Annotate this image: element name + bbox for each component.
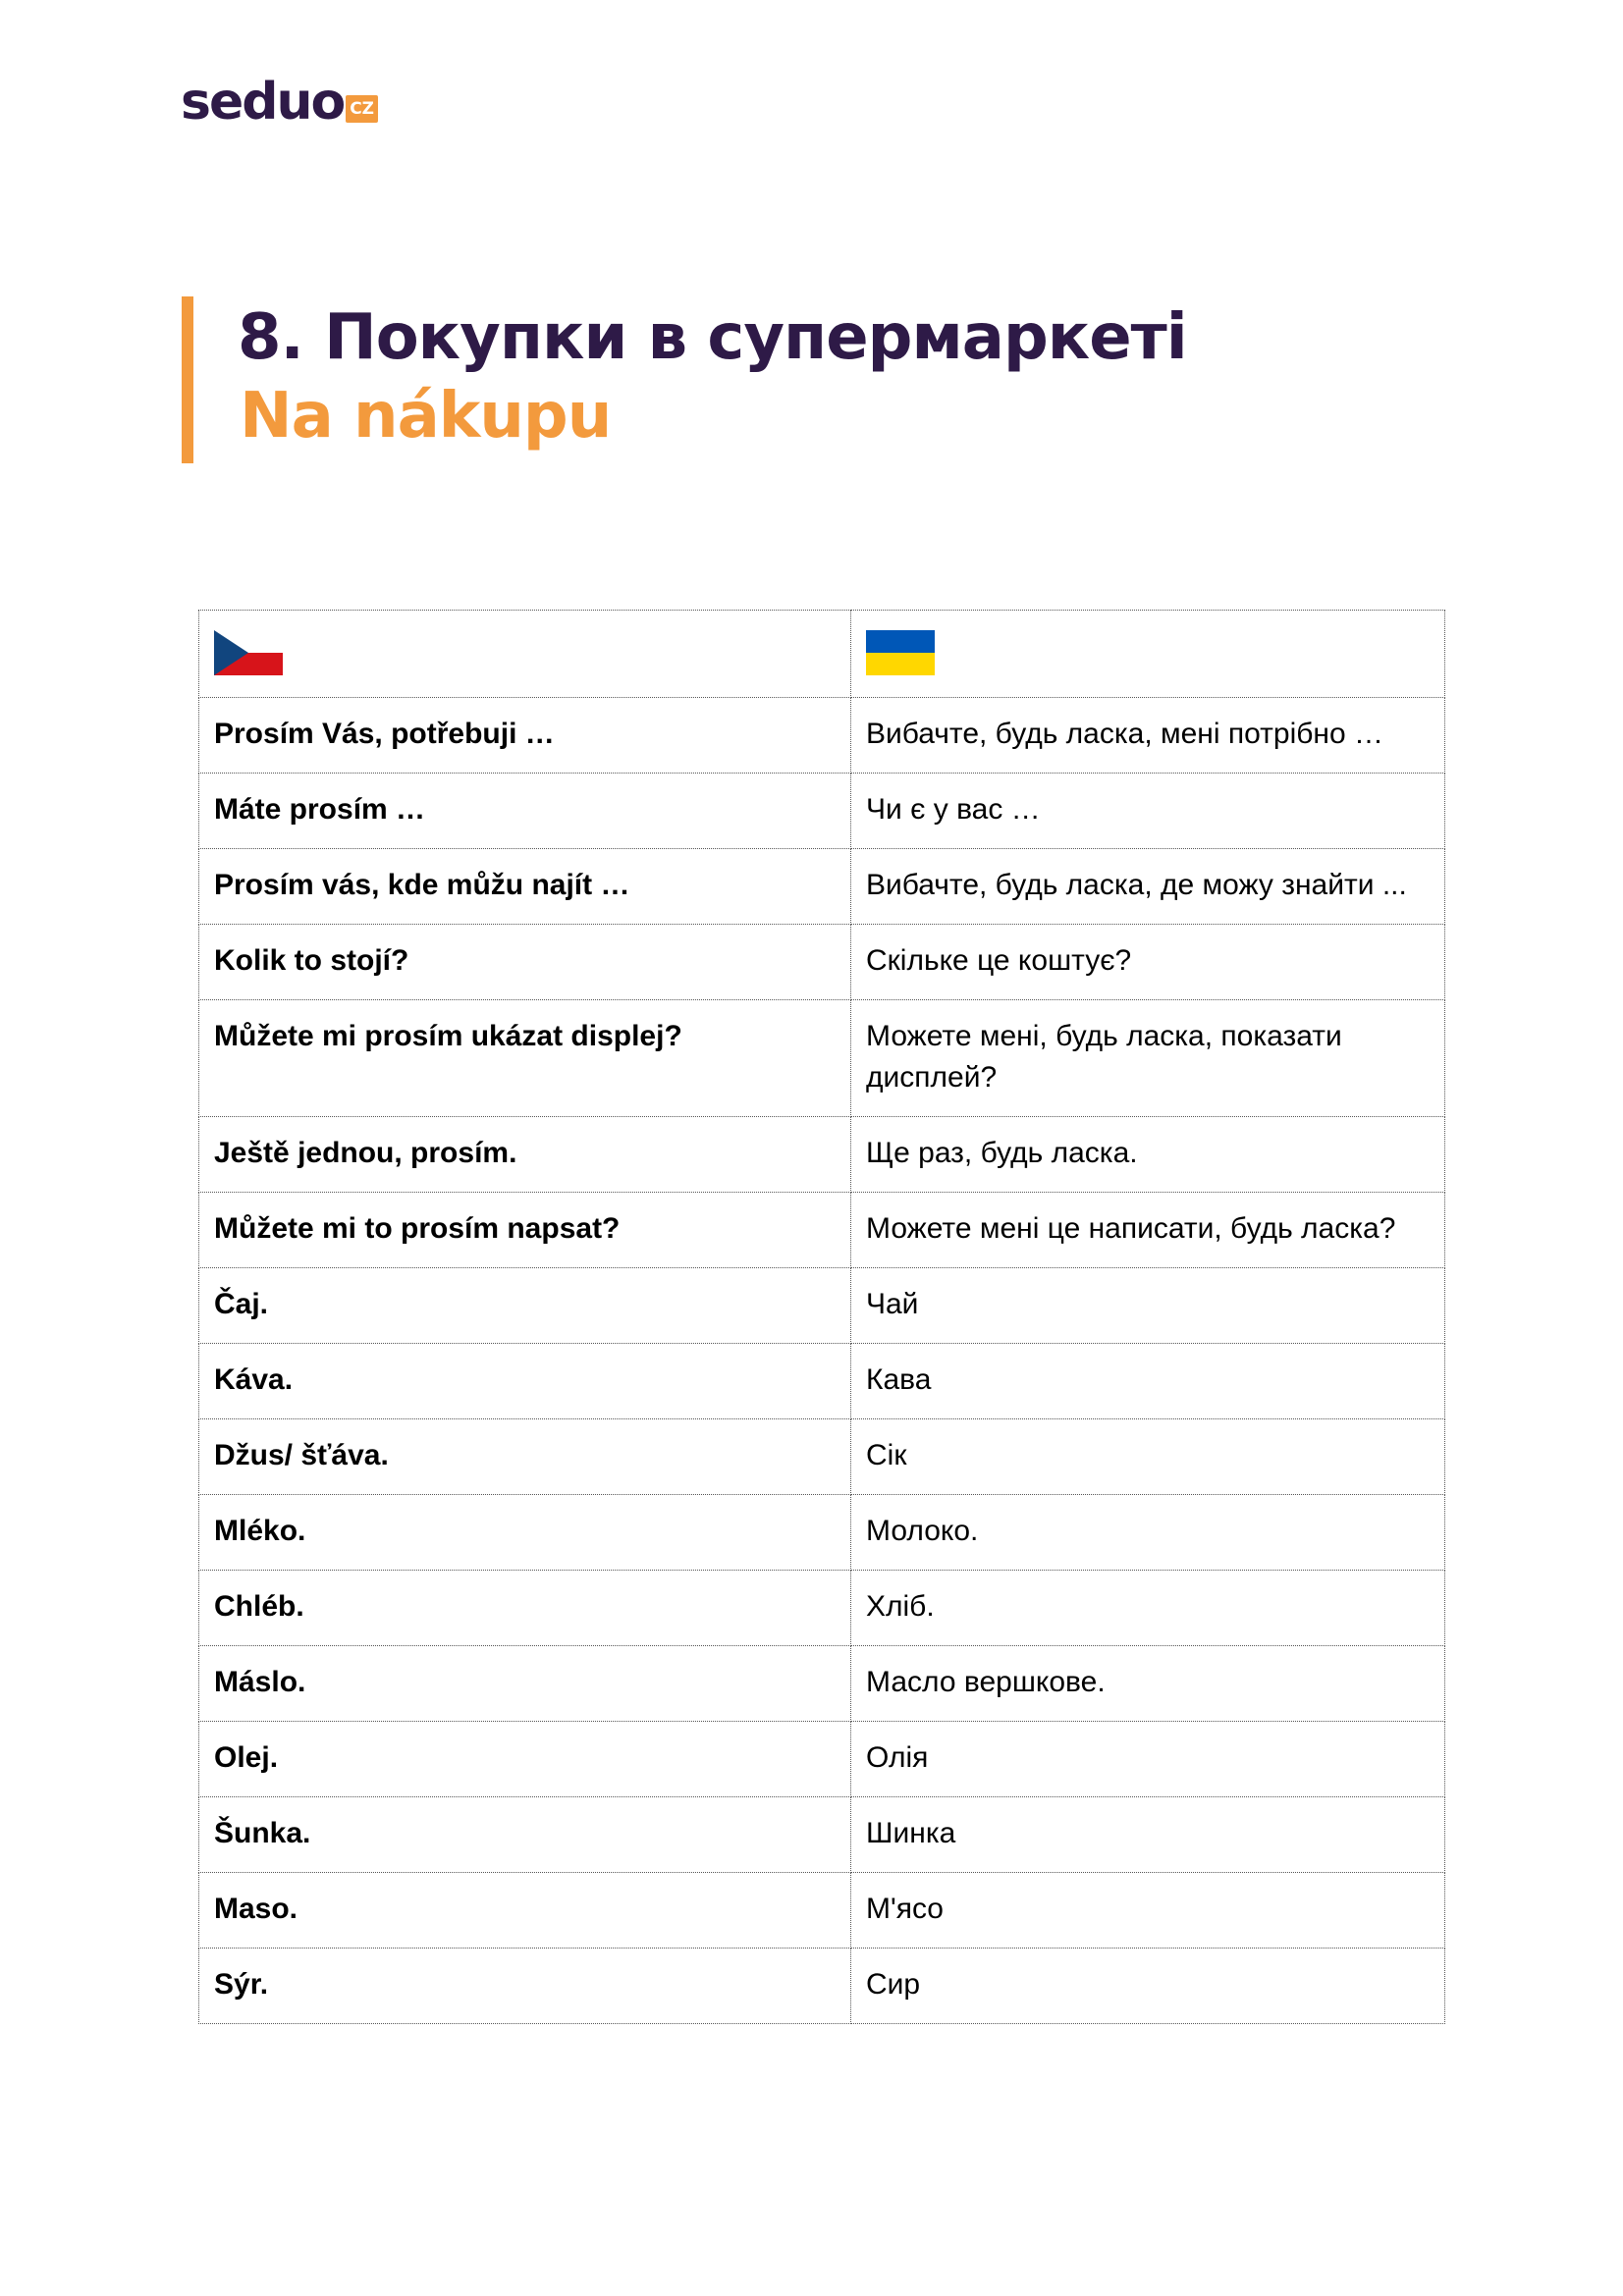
flag-header-row [199,611,1445,698]
czech-phrase-cell: Můžete mi prosím ukázat displej? [199,1000,851,1117]
page-subtitle: Na nákupu [240,380,612,453]
ukrainian-phrase-cell: М'ясо [851,1873,1445,1949]
table-row [199,1000,1445,1117]
logo-badge: CZ [346,95,378,123]
czech-flag-icon [214,630,283,675]
czech-phrase-cell: Kolik to stojí? [199,925,851,1000]
czech-phrase-cell: Mléko. [199,1495,851,1571]
ukrainian-phrase-cell: Чи є у вас … [851,774,1445,849]
ukrainian-phrase-cell: Вибачте, будь ласка, де можу знайти ... [851,849,1445,925]
ukrainian-phrase-cell: Сік [851,1419,1445,1495]
ukrainian-phrase-cell: Можете мені, будь ласка, показати дисплей? [851,1000,1445,1117]
czech-phrase-cell: Můžete mi to prosím napsat? [199,1193,851,1268]
table-row [199,1193,1445,1268]
czech-phrase-cell: Čaj. [199,1268,851,1344]
ukraine-flag-icon [866,630,935,675]
ukrainian-phrase-cell: Сир [851,1949,1445,2024]
table-row [199,1344,1445,1419]
table-row [199,1797,1445,1873]
table-row [199,774,1445,849]
czech-phrase-cell: Máte prosím … [199,774,851,849]
table-row [199,1949,1445,2024]
czech-phrase-cell: Džus/ šťáva. [199,1419,851,1495]
table-row [199,849,1445,925]
czech-column-header [199,611,851,698]
ukrainian-phrase-cell: Олія [851,1722,1445,1797]
czech-phrase-cell: Ještě jednou, prosím. [199,1117,851,1193]
logo-text: seduo [181,73,345,132]
ukrainian-phrase-cell: Вибачте, будь ласка, мені потрібно … [851,698,1445,774]
table-row [199,1873,1445,1949]
ukrainian-phrase-cell: Ще раз, будь ласка. [851,1117,1445,1193]
page-title: 8. Покупки в супермаркеті [238,301,1187,374]
ukrainian-phrase-cell: Хліб. [851,1571,1445,1646]
ukrainian-phrase-cell: Скільке це коштує? [851,925,1445,1000]
heading-accent-bar [182,296,193,463]
table-row [199,698,1445,774]
table-row [199,1268,1445,1344]
czech-phrase-cell: Prosím vás, kde můžu najít … [199,849,851,925]
ukrainian-phrase-cell: Кава [851,1344,1445,1419]
table-row [199,1419,1445,1495]
czech-phrase-cell: Maso. [199,1873,851,1949]
table-row [199,1646,1445,1722]
czech-phrase-cell: Olej. [199,1722,851,1797]
table-row [199,1495,1445,1571]
table-row [199,925,1445,1000]
czech-phrase-cell: Máslo. [199,1646,851,1722]
table-row [199,1571,1445,1646]
table-row [199,1722,1445,1797]
table-row [199,1117,1445,1193]
ukrainian-column-header [851,611,1445,698]
ukrainian-phrase-cell: Шинка [851,1797,1445,1873]
czech-phrase-cell: Káva. [199,1344,851,1419]
phrase-table [198,610,1445,2024]
ukrainian-phrase-cell: Молоко. [851,1495,1445,1571]
ukrainian-phrase-cell: Чай [851,1268,1445,1344]
czech-phrase-cell: Prosím Vás, potřebuji … [199,698,851,774]
czech-phrase-cell: Chléb. [199,1571,851,1646]
czech-phrase-cell: Sýr. [199,1949,851,2024]
czech-phrase-cell: Šunka. [199,1797,851,1873]
seduo-logo [181,73,378,132]
ukrainian-phrase-cell: Можете мені це написати, будь ласка? [851,1193,1445,1268]
ukrainian-phrase-cell: Масло вершкове. [851,1646,1445,1722]
